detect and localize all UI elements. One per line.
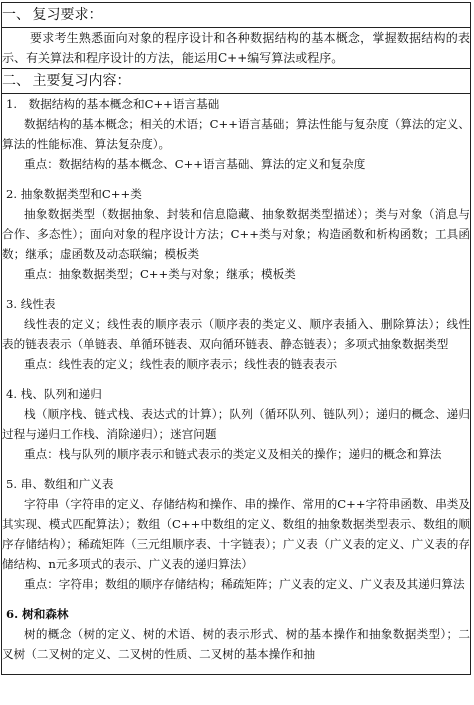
topic-section-5 [2, 474, 470, 594]
topic-body: 线性表的定义；线性表的顺序表示（顺序表的类定义、顺序表插入、删除算法）；线性表的链表表示（单链表、单循环链表、双向循环链表、静态链表）；多项式抽象数据类型 [2, 317, 470, 351]
topic-body: 栈（顺序栈、链式栈、表达式的计算）；队列（循环队列、链队列）；递归的概念、递归过程与递归工作栈、消除递归）；迷宫问题 [2, 407, 470, 441]
topic-title: 4. 栈、队列和递归 [6, 387, 102, 401]
heading-number: 一、 [2, 7, 30, 23]
topic-section-4 [2, 384, 470, 464]
topic-section-1 [2, 94, 470, 174]
topic-title: 3. 线性表 [6, 297, 56, 311]
topic-key-points: 重点：栈与队列的顺序表示和链式表示的类定义及相关的操作；递归的概念和算法 [24, 447, 442, 461]
section-heading-requirements [2, 3, 471, 28]
topic-key-points: 重点：字符串；数组的顺序存储结构；稀疏矩阵；广义表的定义、广义表及其递归算法 [24, 577, 465, 591]
topic-key-points: 重点：数据结构的基本概念、C++语言基础、算法的定义和复杂度 [24, 157, 366, 171]
requirements-paragraph: 要求考生熟悉面向对象的程序设计和各种数据结构的基本概念，掌握数据结构的表示、有关算法和程序设计的方法，能运用C++编写算法或程序。 [2, 28, 471, 69]
topic-body: 抽象数据类型（数据抽象、封装和信息隐藏、抽象数据类型描述）；类与对象（消息与合作、多态性）；面向对象的程序设计方法；C++类与对象；构造函数和析构函数；工具函数；继承；虚函数及动态联编；模板类 [2, 207, 470, 261]
topic-title: 5. 串、数组和广义表 [6, 477, 114, 491]
heading-number: 二、 [2, 73, 30, 89]
topic-key-points: 重点：抽象数据类型；C++类与对象；继承；模板类 [24, 267, 296, 281]
topic-body: 树的概念（树的定义、树的术语、树的表示形式、树的基本操作和抽象数据类型）；二叉树（二叉树的定义、二叉树的性质、二叉树的基本操作和抽 [2, 627, 470, 661]
section-heading-contents [2, 69, 471, 94]
topic-body: 字符串（字符串的定义、存储结构和操作、串的操作、常用的C++字符串函数、串类及其实现、模式匹配算法）；数组（C++中数组的定义、数组的抽象数据类型表示、数组的顺序存储结构）；稀疏矩阵（三元组顺序表、十字链表）；广义表（广义表的定义、广义表的存储结构、n元多项式的表示、广义表的递归算法） [2, 497, 470, 571]
topic-title: 2. 抽象数据类型和C++类 [6, 187, 142, 201]
heading-title: 主要复习内容： [32, 73, 131, 89]
syllabus-table [1, 2, 471, 675]
topic-section-2 [2, 184, 470, 284]
topic-key-points: 重点：线性表的定义；线性表的顺序表示；线性表的链表表示 [24, 357, 338, 371]
topic-title: 6. 树和森林 [6, 607, 69, 621]
contents-cell [2, 94, 471, 675]
topic-section-6 [2, 604, 470, 664]
topic-title: 1. 数据结构的基本概念和C++语言基础 [6, 97, 220, 111]
topic-body: 数据结构的基本概念；相关的术语；C++语言基础；算法性能与复杂度（算法的定义、算法的性能标准、算法复杂度）。 [2, 117, 470, 151]
heading-title: 复习要求： [32, 7, 103, 23]
topic-section-3 [2, 294, 470, 374]
